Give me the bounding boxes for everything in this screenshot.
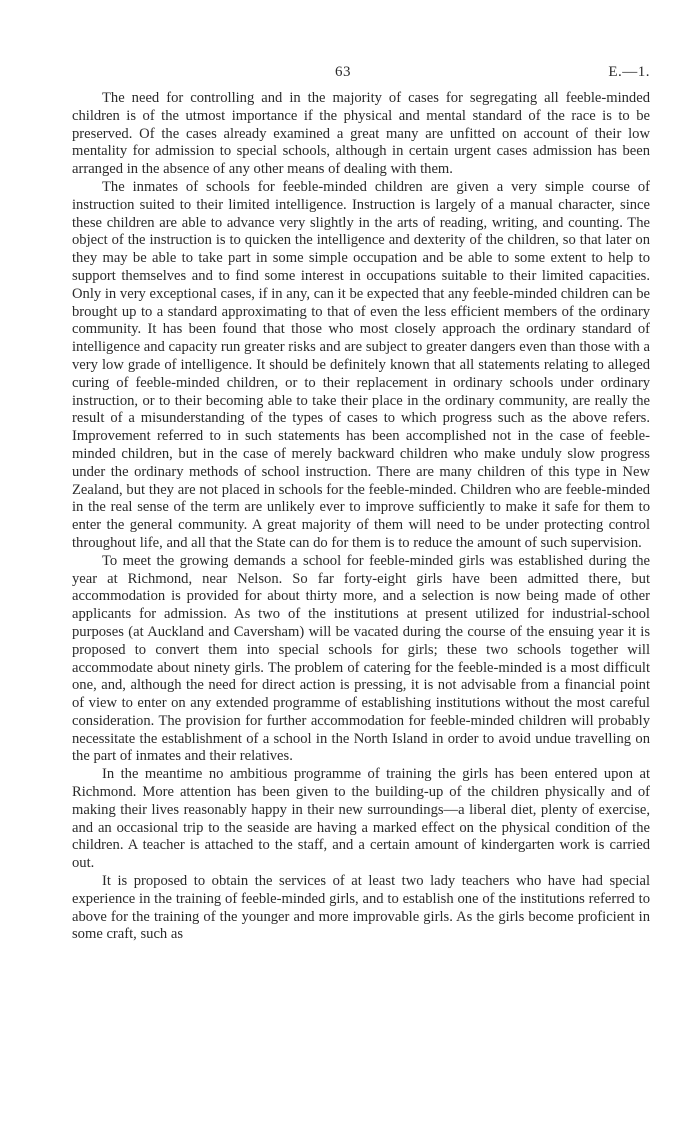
paragraph: In the meantime no ambitious programme of training the girls has been entered upon at Richmond. More attention has been given to the building-up of the children physically and of making their lives reasonably happy in their new surroundings—a liberal diet, plenty of exercise, and an occasional trip to the seaside are having a marked effect on the physical condition of the children. A teacher is attached to the staff, and a certain amount of kindergarten work is carried out. (72, 766, 650, 872)
paragraph: The inmates of schools for feeble-minded children are given a very simple course of instruction suited to their limited intelligence. Instruction is largely of a manual character, since these children are able to advance very slightly in the arts of reading, writing, and counting. The object of the instruction is to quicken the intelligence and dexterity of the children, so that later on they may be able to take part in some simple occupation and be able to some extent to help to support themselves and to find some interest in occupations suitable to their limited capacities. Only in very exceptional cases, if in any, can it be expected that any feeble-minded children can be brought up to a standard approximating to that of even the less efficient members of the ordinary community. It has been found that those who most closely approach the ordinary standard of intelligence and capacity run greater risks and are subject to greater dangers even than those with a very low grade of intelligence. It should be definitely known that all statements relating to alleged curing of feeble-minded children, or to their replacement in ordinary schools under ordinary instruction, or to their becoming able to take their place in the ordinary community, are really the result of a misunderstanding of the types of cases to which progress such as the above refers. Improvement referred to in such statements has been accomplished not in the case of feeble-minded children, but in the case of merely backward children who make unduly slow progress under the ordinary methods of school instruction. There are many children of this type in New Zealand, but they are not placed in schools for the feeble-minded. Children who are feeble-minded in the real sense of the term are unlikely ever to improve sufficiently to make it safe for them to enter the general community. A great majority of them will need to be under protecting control throughout life, and all that the State can do for them is to reduce the amount of such supervision. (72, 178, 650, 551)
document-reference: E.—1. (608, 64, 650, 80)
paragraph: It is proposed to obtain the services of at least two lady teachers who have had special experience in the training of feeble-minded girls, and to establish one of the institutions referred to above for the training of the younger and more improvable girls. As the girls become proficient in some craft, such as (72, 873, 650, 943)
paragraph: To meet the growing demands a school for feeble-minded girls was established during the year at Richmond, near Nelson. So far forty-eight girls have been admitted there, but accommodation is provided for about thirty more, and a selection is now being made of other applicants for admission. As two of the institutions at present utilized for industrial-school purposes (at Auckland and Caversham) will be vacated during the course of the ensuing year it is proposed to convert them into special schools for girls; these two schools together will accommodate about ninety girls. The problem of catering for the feeble-minded is a most difficult one, and, although the need for direct action is pressing, it is not advisable from a financial point of view to enter on any extended programme of establishing institutions without the most careful consideration. The provision for further accommodation for feeble-minded children will probably necessitate the establishment of a school in the North Island in order to avoid undue travelling on the part of inmates and their relatives. (72, 552, 650, 765)
page-header (72, 64, 650, 90)
paragraph: The need for controlling and in the majority of cases for segregating all feeble-minded children is of the utmost importance if the physical and mental standard of the race is to be preserved. Of the cases already examined a great many are unfitted on account of their low mentality for admission to special schools, although in certain urgent cases admission has been arranged in the absence of any other means of dealing with them. (72, 90, 650, 178)
page-number: 63 (335, 64, 351, 80)
document-page (72, 64, 650, 944)
body-text (72, 90, 650, 944)
